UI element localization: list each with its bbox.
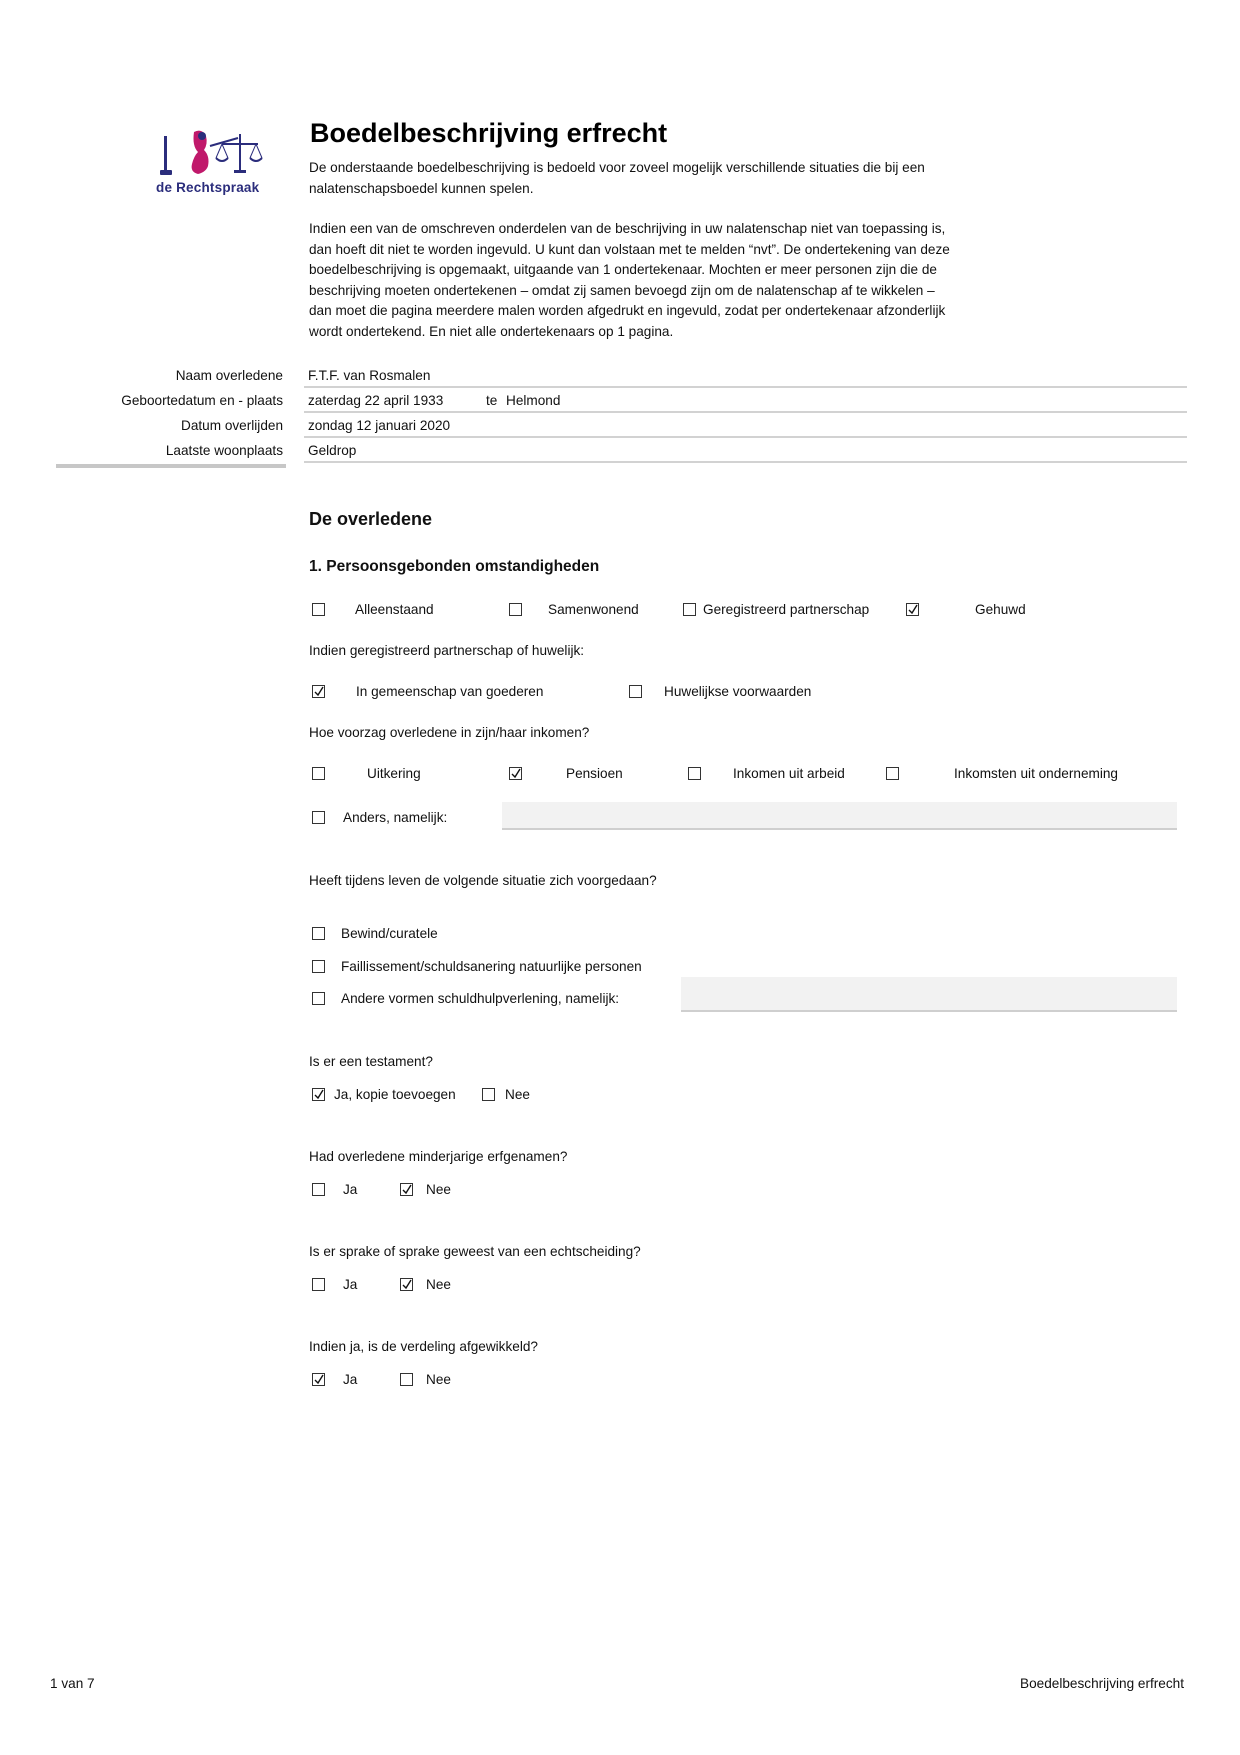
geboorteplaats-field[interactable]: Helmond [506,393,561,408]
uitkering-label: Uitkering [367,766,421,781]
inkomen-arbeid-checkbox[interactable] [688,767,701,780]
testament-question: Is er een testament? [309,1054,433,1069]
check-icon [402,1279,412,1290]
divorce-ja-checkbox[interactable] [312,1278,325,1291]
page-title: Boedelbeschrijving erfrecht [310,118,668,148]
division-question: Indien ja, is de verdeling afgewikkeld? [309,1339,538,1354]
scales-of-justice-icon [150,124,280,182]
page-number: 1 van 7 [50,1676,95,1691]
geboortedatum-field[interactable]: zaterdag 22 april 1933 [308,393,444,408]
inkomsten-onderneming-checkbox[interactable] [886,767,899,780]
divorce-nee-label: Nee [426,1277,451,1292]
field-underline [304,436,1187,438]
intro-line: beschrijving moeten ondertekenen – omdat zij samen bevoegd zijn om de nalatenschap af te wikkelen – [309,282,935,298]
faillissement-label: Faillissement/schuldsanering natuurlijke personen [341,959,642,974]
geregistreerd-partnerschap-label: Geregistreerd partnerschap [703,602,870,617]
label-column-divider [56,464,286,468]
schuldhulpverlening-checkbox[interactable] [312,992,325,1005]
testament-nee-label: Nee [505,1087,530,1102]
pensioen-label: Pensioen [566,766,623,781]
huwelijkse-voorwaarden-checkbox[interactable] [629,685,642,698]
field-underline [304,411,1187,413]
division-ja-label: Ja [343,1372,358,1387]
anders-label: Anders, namelijk: [343,810,448,825]
minors-ja-checkbox[interactable] [312,1183,325,1196]
inkomsten-onderneming-label: Inkomsten uit onderneming [954,766,1118,781]
divorce-question: Is er sprake of sprake geweest van een echtscheiding? [309,1244,641,1259]
minors-ja-label: Ja [343,1182,358,1197]
check-icon [402,1184,412,1195]
geboorte-te-label: te [486,393,498,408]
logo-text: de Rechtspraak [156,180,260,195]
intro-line: nalatenschapsboedel kunnen spelen. [309,180,534,196]
income-question: Hoe voorzag overledene in zijn/haar inkomen? [309,725,590,740]
naam-label: Naam overledene [175,368,283,383]
alleenstaand-label: Alleenstaand [355,602,434,617]
intro-paragraph-2 [309,219,969,342]
anders-checkbox[interactable] [312,811,325,824]
testament-ja-label: Ja, kopie toevoegen [334,1087,456,1102]
samenwonend-label: Samenwonend [548,602,639,617]
partnership-question: Indien geregistreerd partnerschap of huwelijk: [309,643,585,658]
bewind-curatele-label: Bewind/curatele [341,926,438,941]
check-icon [908,604,918,615]
minors-question: Had overledene minderjarige erfgenamen? [309,1149,568,1164]
check-icon [314,686,324,697]
check-icon [314,1374,324,1385]
inkomen-arbeid-label: Inkomen uit arbeid [733,766,845,781]
intro-line: dan moet die pagina meerdere malen worden afgedrukt en ingevuld, zodat per ondertekenaar afzonderlijk [309,303,946,318]
field-underline [304,386,1187,388]
section-subheading: 1. Persoonsgebonden omstandigheden [309,558,600,575]
gehuwd-checkbox[interactable] [906,603,919,616]
overlijden-field[interactable]: zondag 12 januari 2020 [308,418,451,433]
intro-line: Indien een van de omschreven onderdelen van de beschrijving in uw nalatenschap niet van toepassing is, [309,221,946,236]
intro-line: dan hoeft dit niet te worden ingevuld. U kunt dan volstaan met te melden “nvt”. De ondertekening van deze [309,241,950,257]
woonplaats-label: Laatste woonplaats [165,443,283,458]
intro-line: boedelbeschrijving is opgemaakt, uitgaande van 1 ondertekenaar. Mochten er meer personen zijn die de [309,262,937,277]
gehuwd-label: Gehuwd [975,602,1026,617]
division-nee-label: Nee [426,1372,451,1387]
minors-nee-label: Nee [426,1182,451,1197]
gemeenschap-goederen-checkbox[interactable] [312,685,325,698]
bewind-curatele-checkbox[interactable] [312,927,325,940]
geboorte-label: Geboortedatum en - plaats [121,393,283,408]
naam-field[interactable]: F.T.F. van Rosmalen [308,368,431,383]
pensioen-checkbox[interactable] [509,767,522,780]
alleenstaand-checkbox[interactable] [312,603,325,616]
gemeenschap-goederen-label: In gemeenschap van goederen [356,684,544,699]
overlijden-label: Datum overlijden [181,418,283,433]
schuldhulpverlening-input[interactable] [681,977,1177,1012]
minors-nee-checkbox[interactable] [400,1183,413,1196]
intro-line: wordt ondertekend. En niet alle ondertekenaars op 1 pagina. [309,323,674,339]
division-ja-checkbox[interactable] [312,1373,325,1386]
divorce-nee-checkbox[interactable] [400,1278,413,1291]
section-heading: De overledene [309,509,433,529]
geregistreerd-partnerschap-checkbox[interactable] [683,603,696,616]
check-icon [314,1089,324,1100]
faillissement-checkbox[interactable] [312,960,325,973]
testament-nee-checkbox[interactable] [482,1088,495,1101]
samenwonend-checkbox[interactable] [509,603,522,616]
anders-input[interactable] [502,802,1177,830]
uitkering-checkbox[interactable] [312,767,325,780]
check-icon [511,768,521,779]
division-nee-checkbox[interactable] [400,1373,413,1386]
woonplaats-field[interactable]: Geldrop [308,443,357,458]
schuldhulpverlening-label: Andere vormen schuldhulpverlening, namelijk: [341,991,620,1006]
divorce-ja-label: Ja [343,1277,358,1292]
intro-line: De onderstaande boedelbeschrijving is bedoeld voor zoveel mogelijk verschillende situaties die bij een [309,160,925,175]
situation-question: Heeft tijdens leven de volgende situatie zich voorgedaan? [309,873,657,888]
huwelijkse-voorwaarden-label: Huwelijkse voorwaarden [664,684,812,699]
field-underline [304,461,1187,463]
intro-paragraph-1 [309,158,969,199]
footer-doc-title: Boedelbeschrijving erfrecht [1020,1676,1184,1691]
rechtspraak-logo [150,124,280,204]
testament-ja-checkbox[interactable] [312,1088,325,1101]
